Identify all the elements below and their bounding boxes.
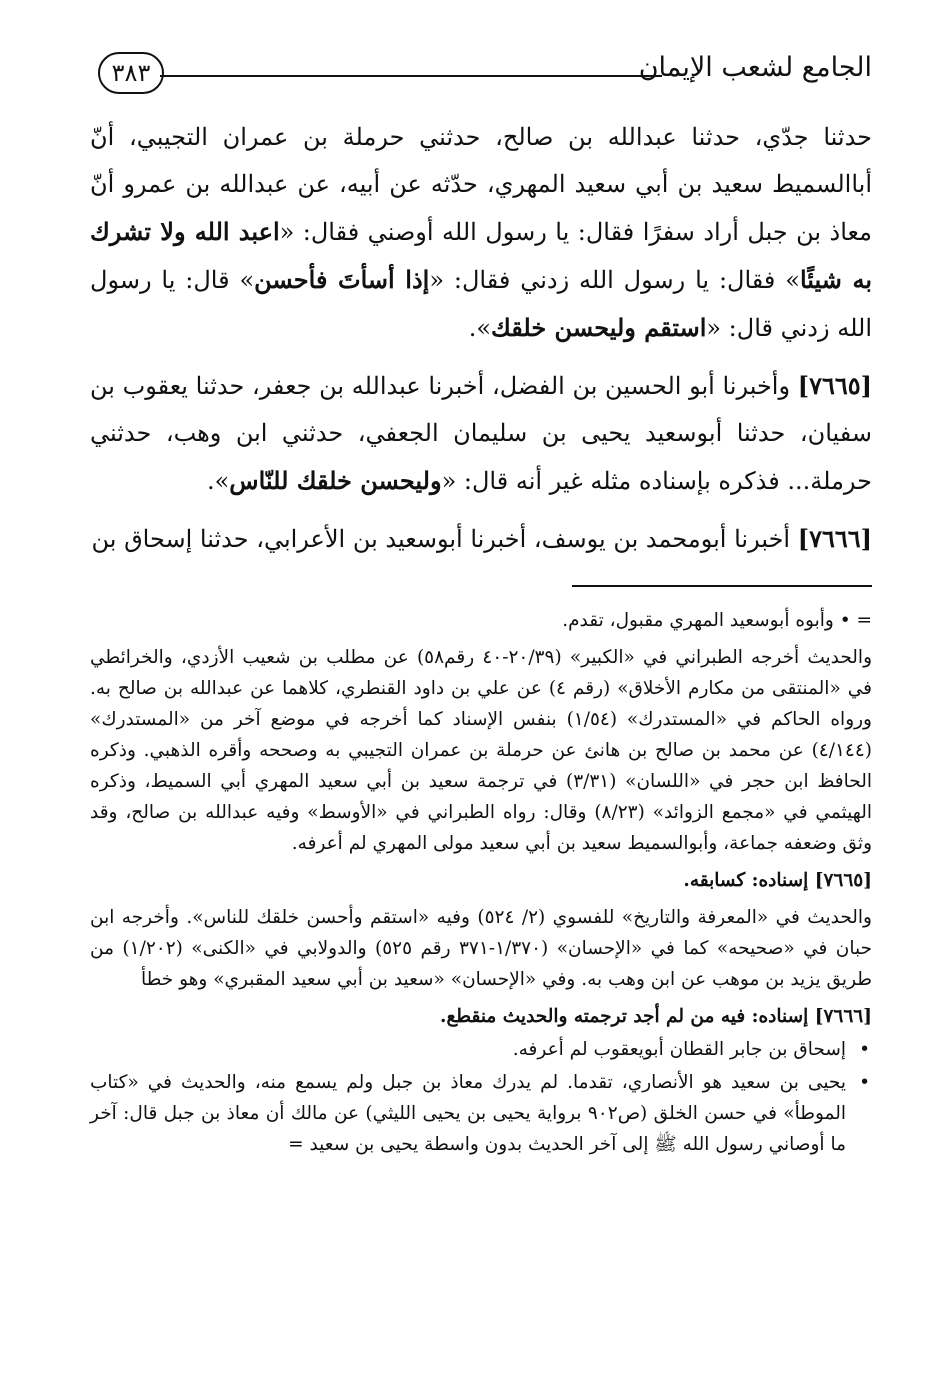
bullet-text: إسحاق بن جابر القطان أبويعقوب لم أعرفه.: [512, 1039, 846, 1060]
header-rule: [160, 75, 662, 77]
paragraph-text: ».: [206, 467, 230, 495]
paragraph-text: ».: [468, 314, 492, 342]
footnote-text: فيه من لم أجد ترجمته والحديث منقطع.: [440, 1006, 752, 1027]
footnote-label: [٧٦٦٦] إسناده:: [751, 1006, 872, 1027]
hadith-paragraph-1: [90, 114, 872, 352]
bold-quote: إذا أسأتَ فأحسن: [254, 265, 430, 294]
paragraph-text: » قال: يا رسول الله زدني قال: «: [90, 266, 872, 342]
bullet-text: يحيى بن سعيد هو الأنصاري، تقدما. لم يدرك معاذ بن جبل ولم يسمع منه، والحديث في «كتاب الموطأ» في حسن الخلق (ص٩٠٢ برواية يحيى بن يحيى الليثي) عن مالك أن معاذ بن جبل قال: آخر ما أوصاني رسول الله ﷺ إلى آخر الحديث بدون واسطة يحيى بن سعيد =: [90, 1072, 846, 1155]
page-header: [90, 40, 872, 110]
main-text: [90, 114, 872, 563]
footnote-7665: [90, 865, 872, 896]
hadith-number: [٧٦٦٦]: [797, 524, 872, 553]
hadith-paragraph-7666: [90, 515, 872, 563]
book-page: [90, 40, 872, 1162]
paragraph-text: » فقال: يا رسول الله زدني فقال: «: [429, 266, 800, 294]
footnote-text: كسابقه.: [683, 870, 752, 891]
footnote-continuation: = • وأبوه أبوسعيد المهري مقبول، تقدم.: [562, 610, 872, 631]
paragraph-text: حدثنا جدّي، حدثنا عبدالله بن صالح، حدثني حرملة بن عمران التجيبي، أنّ أباالسميط سعيد بن أبي سعيد المهري، حدّثه عن أبيه، عن عبدالله بن عمرو أنّ معاذ بن جبل أراد سفرًا فقال: يا رسول الله أوصني فقال: «: [90, 123, 873, 246]
footnote-7666: [90, 1001, 872, 1032]
running-title: الجامع لشعب الإيمان: [638, 52, 872, 83]
footnote-bullet-1: [90, 1034, 872, 1065]
page-number: ٣٨٣: [98, 52, 164, 94]
paragraph-text: وأخبرنا أبو الحسين بن الفضل، أخبرنا عبدالله بن جعفر، حدثنا يعقوب بن سفيان، حدثنا أبوسعيد يحيى بن سليمان الجعفي، حدثني ابن وهب، حدثني حرملة... فذكره بإسناده مثله غير أنه قال: «: [90, 372, 872, 495]
bold-quote: استقم وليحسن خلقك: [491, 313, 707, 342]
bold-quote: اعبد الله ولا تشرك به شيئًا: [90, 217, 873, 294]
footnote-label: [٧٦٦٥] إسناده:: [751, 870, 872, 891]
footnote-separator: [572, 585, 872, 587]
bullet-icon: •: [859, 1039, 870, 1060]
hadith-number: [٧٦٦٥]: [797, 371, 872, 400]
paragraph-text: أخبرنا أبومحمد بن يوسف، أخبرنا أبوسعيد بن الأعرابي، حدثنا إسحاق بن: [91, 525, 798, 553]
hadith-paragraph-7665: [90, 362, 872, 505]
bullet-icon: •: [859, 1072, 870, 1093]
footnotes: [90, 605, 872, 1160]
footnote-takhrij-1: والحديث أخرجه الطبراني في «الكبير» (٢٠/٣٩-٤٠ رقم٥٨) عن مطلب بن شعيب الأزدي، والخرائطي في «المنتقى من مكارم الأخلاق» (رقم ٤) عن علي بن داود القنطري، كلاهما عن عبدالله بن صالح به. ورواه الحاكم في «المستدرك» (١/٥٤) بنفس الإسناد كما أخرجه في موضع آخر من «المستدرك» (٤/١٤٤) عن محمد بن صالح بن هانئ عن حرملة بن عمران التجيبي به وصححه وأقره الذهبي. وذكره الحافظ ابن حجر في «اللسان» (٣/٣١) في ترجمة سعيد بن أبي سعيد المهري أبي السميط، وذكره الهيثمي في «مجمع الزوائد» (٨/٢٣) وقال: رواه الطبراني في «الأوسط» وفيه عبدالله بن صالح، وقد وثق وضعفه جماعة، وأبوالسميط سعيد بن أبي سعيد مولى المهري لم أعرفه.: [90, 647, 873, 854]
footnote-takhrij-2: والحديث في «المعرفة والتاريخ» للفسوي (٢/ ٥٢٤) وفيه «استقم وأحسن خلقك للناس». وأخرجه ابن حبان في «صحيحه» كما في «الإحسان» (١/٣٧٠-٣٧١ رقم ٥٢٥) والدولابي في «الكنى» (١/٢٠٢) من طريق يزيد بن موهب عن ابن وهب به. وفي «الإحسان» «سعيد بن أبي سعيد المقبري» وهو خطأ: [90, 907, 873, 990]
bold-quote: وليحسن خلقك للنّاس: [229, 466, 442, 495]
footnote-bullet-2: [90, 1067, 872, 1160]
